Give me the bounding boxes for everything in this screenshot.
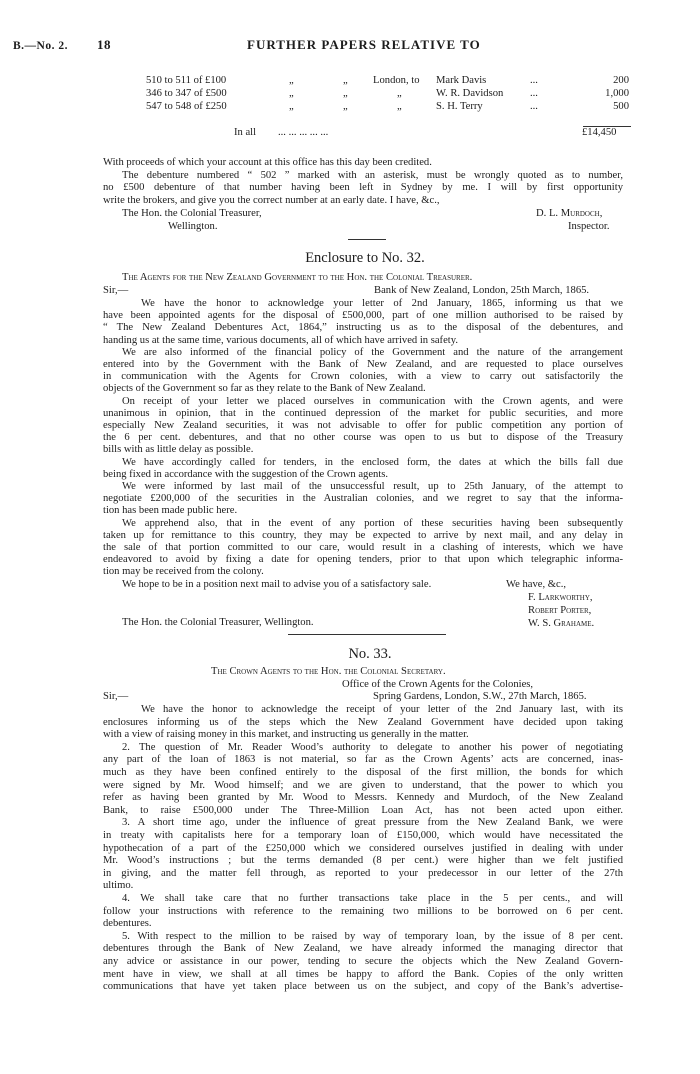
text-line: tion may be received from the colony. [103,566,264,578]
divider-1 [348,239,386,240]
text-line: “ The New Zealand Debentures Act, 1864,” instructing us as to the disposal of the debentures, and [103,322,623,334]
text-line: We are also informed of the financial policy of the Government and the nature of the arrangement [122,346,623,358]
text-line: communications that have yet taken place between us on the subject, and copy of the Bank’s advertise- [103,981,623,993]
enclosure-32-heading: Enclosure to No. 32. [305,250,425,266]
total-value: £14,450 [582,127,617,138]
text-line: With proceeds of which your account at this office has this day been credited. [103,157,432,168]
text-line: ultimo. [103,880,134,892]
text-line: 3. A short time ago, under the influence of great pressure from the New Zealand Bank, we were [122,817,623,829]
text-line: the 6 per cent. debentures, and that no other course was open to us but to dispose of the Treasury [103,432,623,444]
text-line: were signed by Mr. Wood himself; and we are given to understand, that the power to which you [103,779,623,791]
text-line: debentures. [103,918,152,930]
ditto-or-destination: „ [397,88,402,99]
letter-31-signature: D. L. Murdoch, [536,208,603,219]
letter-31-place: Wellington. [168,221,218,232]
text-line: We were informed by last mail of the unsuccessful result, up to 25th January, of the attempt to [122,481,623,492]
text-line: refer as having been granted by Mr. Wood to Messrs. Kennedy and Murdoch, of the New Zealand [103,792,623,804]
divider-2 [288,634,446,635]
signatory-name: W. S. Grahame. [528,618,595,629]
text-line: tion has been made public here. [103,505,238,517]
debenture-range: 547 to 548 of £250 [146,101,227,112]
text-line: The debenture numbered “ 502 ” marked with an asterisk, must be wrongly quoted as to number, [122,169,623,181]
text-line: ment have in view, we shall at all times be happy to afford the Bank. Copies of the only written [103,968,623,980]
total-leader: ... ... ... ... ... [278,127,329,138]
payee-name: W. R. Davidson [436,88,504,99]
ditto-mark: „ [289,75,294,86]
payee-name: Mark Davis [436,75,487,86]
text-line: We have the honor to acknowledge the receipt of your letter of the 2nd January last, with its [141,704,623,715]
text-line: with a view of raising money in this market, and instructing us generally in the matter. [103,729,469,741]
running-title: FURTHER PAPERS RELATIVE TO [247,37,481,52]
text-line: objects of the Government so far as they relate to the Bank of New Zealand. [103,383,426,395]
text-line: 5. With respect to the million to be raised by way of temporary loan, by the issue of 8 per cent. [122,930,623,942]
text-line: unanimous in opinion, that in the continued depression of the market for public securities, and more [103,407,623,419]
debenture-range: 510 to 511 of £100 [146,75,227,86]
text-line: in giving, and the matter fell through, as reported to your predecessor in our letter of the 27th [103,867,623,879]
page-number: 18 [97,37,111,52]
text-line: We have accordingly called for tenders, in the enclosed form, the dates at which the bills fall due [122,456,623,468]
text-line: We apprehend also, that in the event of any portion of these securities having been subsequently [122,517,623,529]
text-line: much as they have been confined entirely to the disposal of the first million, the bonds for which [103,767,623,778]
text-line: in treaty with capitalists here for a temporary loan of £150,000, which would have necessitated the [103,830,623,841]
signatory-name: F. Larkworthy, [528,592,593,603]
no-33-salutation: Sir,— [103,691,129,702]
text-line: have been appointed agents for the disposal of £500,000, part of one million authorised to be raised by [103,310,623,322]
text-line: the sale of that portion committed to our care, would result in a clashing of interests, which we have [103,542,623,553]
leader-dots: ... [530,101,538,112]
text-line: entered into by the Government with the Bank of New Zealand, and are requested to place ourselves [103,359,623,370]
no-33-dateline: Spring Gardens, London, S.W., 27th March, 1865. [373,691,587,702]
ditto-mark: „ [289,101,294,112]
text-line: write the brokers, and give you the correct number at an early date. I have, &c., [103,194,440,206]
amount: 1,000 [605,88,629,99]
amount: 500 [613,101,629,112]
text-line: being fixed in accordance with the suggestion of the Crown agents. [103,468,389,480]
text-line: handing us at the same time, various documents, all of which have arrived in safety. [103,334,458,346]
no-33-office: Office of the Crown Agents for the Colonies, [342,679,534,690]
enclosure-32-dateline: Bank of New Zealand, London, 25th March, 1865. [374,285,590,296]
leader-dots: ... [530,88,538,99]
letter-31-signature-title: Inspector. [568,221,610,232]
text-line: no £500 debenture of that number having been left in Sydney by me. I will by first opportunity [103,182,623,194]
text-line: We have the honor to acknowledge your letter of 2nd January, 1865, informing us that we [141,298,623,309]
text-line: endeavored to avoid by fixing a date for opening tenders, prior to that upon which telegraphic informa- [103,554,623,566]
text-line: 4. We shall take care that no further transactions take place in the 5 per cents., and will [122,893,623,904]
text-line: in communication with the Agents for Crown colonies, with a view to carry out satisfactorily the [103,371,623,383]
ditto-mark: „ [343,88,348,99]
signatory-name: Robert Porter, [528,605,592,616]
text-line: any part of the loan of 1863 is not material, so far as the Crown Agents’ acts are concerned, inas- [103,754,623,766]
enclosure-32-addressee: The Hon. the Colonial Treasurer, Wellington. [122,617,314,628]
letter-31-addressee: The Hon. the Colonial Treasurer, [122,208,262,219]
page-reference: B.—No. 2. [13,40,68,52]
text-line: follow your instructions with reference to the remaining two millions to be borrowed on 6 per cent. [103,905,623,917]
ditto-or-destination: „ [397,101,402,112]
enclosure-32-subheading: The Agents for the New Zealand Government to the Hon. the Colonial Treasurer. [122,272,473,283]
ditto-or-destination: London, to [373,75,420,86]
text-line: bills with as little delay as possible. [103,444,254,456]
enclosure-32-closing: We have, &c., [506,579,567,590]
text-line: any advice or assistance in our power, tending to secure the objects which the New Zealand Govern- [103,956,623,967]
debenture-range: 346 to 347 of £500 [146,88,227,99]
text-line: taken up for remittance to this country, they may be expected to arrive by next mail, and any delay in [103,529,623,541]
ditto-mark: „ [289,88,294,99]
enclosure-32-salutation: Sir,— [103,285,129,296]
text-line: Bank, to raise £500,000 under The Three-Million Loan Act, has not been acted upon either. [103,804,623,816]
payee-name: S. H. Terry [436,101,483,112]
text-line: debentures through the Bank of New Zealand, we have already informed the managing director that [103,943,623,955]
text-line: hypothecation of a part of the £250,000 which we considered ourselves justified in dealing with under [103,842,623,854]
total-label: In all [234,127,257,138]
no-33-subheading: The Crown Agents to the Hon. the Colonial Secretary. [211,666,446,677]
ditto-mark: „ [343,101,348,112]
no-33-heading: No. 33. [348,646,392,662]
text-line: especially New Zealand securities, it was not advisable to offer for public competition any portion of [103,420,623,431]
text-line: On receipt of your letter we placed ourselves in communication with the Crown agents, and were [122,395,623,407]
amount: 200 [613,75,629,86]
text-line: We hope to be in a position next mail to advise you of a satisfactory sale. [122,578,432,590]
text-line: 2. The question of Mr. Reader Wood’s authority to delegate to another his power of negotiating [122,741,623,753]
text-line: negotiate £200,000 of the securities in the Australian colonies, and we regret to say that the informa- [103,493,623,505]
text-line: Mr. Wood’s instructions ; but the terms demanded (8 per cent.) were higher than we felt justified [103,855,623,867]
ditto-mark: „ [343,75,348,86]
leader-dots: ... [530,75,538,86]
text-line: enclosures informing us of the steps which the New Zealand Government have decided upon taking [103,716,623,728]
